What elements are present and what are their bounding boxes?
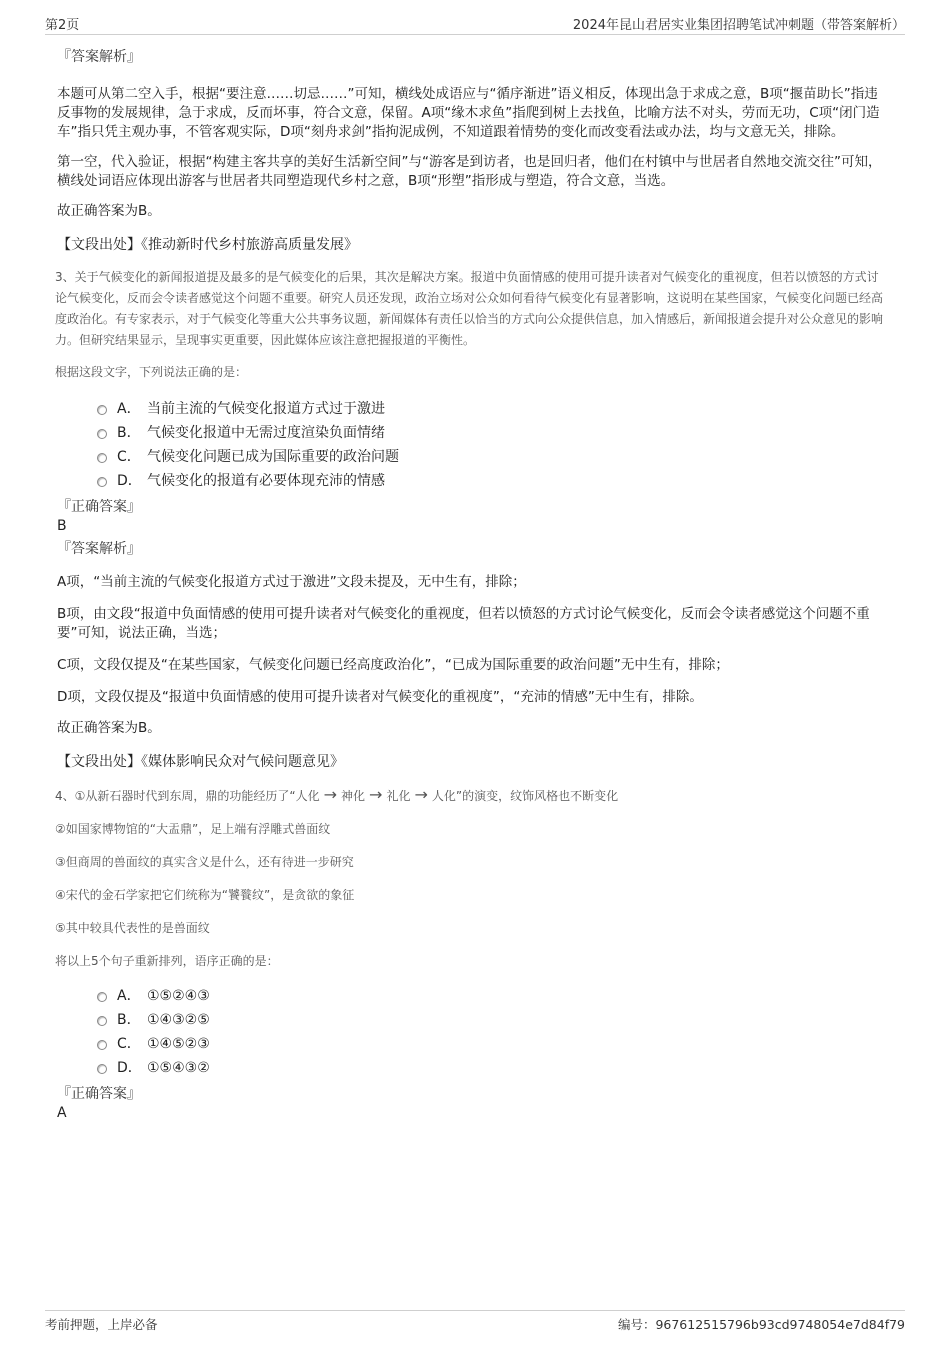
answer-conclusion: 故正确答案为B。 xyxy=(57,720,161,736)
footer-slogan: 考前押题，上岸必备 xyxy=(45,1317,158,1332)
arrow-right-icon: → xyxy=(369,785,383,804)
source-citation: 【文段出处】《媒体影响民众对气候问题意见》 xyxy=(57,754,344,770)
correct-answer-label: 『正确答案』 xyxy=(57,499,141,515)
analysis-item: D项，文段仅提及“报道中负面情感的使用可提升读者对气候变化的重视度”，“充沛的情感”无中生有，排除。 xyxy=(57,689,703,705)
radio-button-icon[interactable] xyxy=(97,1040,107,1050)
radio-button-icon[interactable] xyxy=(97,1064,107,1074)
radio-button-icon[interactable] xyxy=(97,992,107,1002)
option-text: 气候变化的报道有必要体现充沛的情感 xyxy=(147,473,385,489)
option-b[interactable]: B． ①④③②⑤ xyxy=(97,1008,887,1032)
analysis-label: 『答案解析』 xyxy=(57,49,141,65)
correct-answer: B xyxy=(57,518,67,534)
analysis-paragraph: 本题可从第二空入手，根据“要注意……切忌……”可知，横线处成语应与“循序渐进”语义相反，体现出急于求成之意，B项“揠苗助长”指违反事物的发展规律，急于求成，反而坏事，符合文意，保留。A项“缘木求鱼”指爬到树上去找鱼，比喻方法不对头，劳而无功，C项“闭门造车”指只凭主观办事，不管客观实际，D项“刻舟求剑”指拘泥成例，不知道跟着情势的变化而改变看法或办法，均与文意无关，排除。 xyxy=(57,86,880,140)
option-text: 当前主流的气候变化报道方式过于激进 xyxy=(147,401,385,417)
sentence-5: ⑤其中较具代表性的是兽面纹 xyxy=(55,921,210,935)
option-list xyxy=(97,984,887,1080)
correct-answer-label: 『正确答案』 xyxy=(57,1086,141,1102)
option-text: 气候变化问题已成为国际重要的政治问题 xyxy=(147,449,399,465)
correct-answer: A xyxy=(57,1105,67,1121)
question-prompt: 将以上5个句子重新排列，语序正确的是： xyxy=(55,954,279,968)
option-d[interactable]: D． 气候变化的报道有必要体现充沛的情感 xyxy=(97,469,887,493)
analysis-item: B项，由文段“报道中负面情感的使用可提升读者对气候变化的重视度，但若以愤怒的方式讨论气候变化，反而会令读者感觉这个问题不重要”可知，说法正确，当选； xyxy=(57,606,870,641)
question-4 xyxy=(57,784,887,1122)
document-content xyxy=(57,40,887,1122)
document-id: 编号：967612515796b93cd9748054e7d84f79 xyxy=(617,1317,905,1332)
radio-button-icon[interactable] xyxy=(97,429,107,439)
option-d[interactable]: D． ①⑤④③② xyxy=(97,1056,887,1080)
radio-button-icon[interactable] xyxy=(97,1016,107,1026)
sentence-4: ④宋代的金石学家把它们统称为“饕餮纹”，是贪欲的象征 xyxy=(55,888,355,902)
source-citation: 【文段出处】《推动新时代乡村旅游高质量发展》 xyxy=(57,237,358,253)
question-prompt: 根据这段文字，下列说法正确的是： xyxy=(55,365,248,379)
page-header xyxy=(45,12,905,35)
analysis-paragraph: 第一空，代入验证，根据“构建主客共享的美好生活新空间”与“游客是到访者，也是回归者，他们在村镇中与世居者自然地交流交往”可知，横线处词语应体现出游客与世居者共同塑造现代乡村之意，B项“形塑”指形成与塑造，符合文意，当选。 xyxy=(57,154,882,189)
arrow-right-icon: → xyxy=(323,785,338,804)
page-number: 第2页 xyxy=(45,18,80,33)
document-title: 2024年昆山君居实业集团招聘笔试冲刺题（带答案解析） xyxy=(572,18,905,33)
sentence-3: ③但商周的兽面纹的真实含义是什么，还有待进一步研究 xyxy=(55,855,354,869)
arrow-right-icon: → xyxy=(414,785,428,804)
option-a[interactable]: A． 当前主流的气候变化报道方式过于激进 xyxy=(97,397,887,421)
option-text: ①⑤④③② xyxy=(147,1060,210,1076)
radio-button-icon[interactable] xyxy=(97,477,107,487)
option-text: ①④⑤②③ xyxy=(147,1036,210,1052)
sentence-1: 4、①从新石器时代到东周，鼎的功能经历了“人化 → 神化 → 礼化 → 人化”的演变，纹饰风格也不断变化 xyxy=(55,785,619,804)
option-c[interactable]: C． ①④⑤②③ xyxy=(97,1032,887,1056)
question-3 xyxy=(57,267,887,772)
option-b[interactable]: B． 气候变化报道中无需过度渲染负面情绪 xyxy=(97,421,887,445)
radio-button-icon[interactable] xyxy=(97,405,107,415)
option-c[interactable]: C． 气候变化问题已成为国际重要的政治问题 xyxy=(97,445,887,469)
option-text: ①⑤②④③ xyxy=(147,988,210,1004)
analysis-item: C项，文段仅提及“在某些国家，气候变化问题已经高度政治化”，“已成为国际重要的政治问题”无中生有，排除； xyxy=(57,657,729,673)
analysis-item: A项，“当前主流的气候变化报道方式过于激进”文段未提及，无中生有，排除； xyxy=(57,574,526,590)
option-text: ①④③②⑤ xyxy=(147,1012,210,1028)
option-list xyxy=(97,397,887,493)
option-text: 气候变化报道中无需过度渲染负面情绪 xyxy=(147,425,385,441)
option-a[interactable]: A． ①⑤②④③ xyxy=(97,984,887,1008)
analysis-label: 『答案解析』 xyxy=(57,541,141,557)
radio-button-icon[interactable] xyxy=(97,453,107,463)
sentence-2: ②如国家博物馆的“大盂鼎”，足上端有浮雕式兽面纹 xyxy=(55,822,331,836)
question-stem: 3、关于气候变化的新闻报道提及最多的是气候变化的后果，其次是解决方案。报道中负面情感的使用可提升读者对气候变化的重视度，但若以愤怒的方式讨论气候变化，反而会令读者感觉这个问题不重要。研究人员还发现，政治立场对公众如何看待气候变化有显著影响，这说明在某些国家，气候变化问题已经高度政治化。有专家表示，对于气候变化等重大公共事务议题，新闻媒体有责任以恰当的方式向公众提供信息，加入情感后，新闻报道会提升对公众意见的影响力。但研究结果显示，呈现事实更重要，因此媒体应该注意把握报道的平衡性。 xyxy=(55,270,884,347)
answer-conclusion: 故正确答案为B。 xyxy=(57,203,161,219)
page-footer xyxy=(45,1310,905,1332)
